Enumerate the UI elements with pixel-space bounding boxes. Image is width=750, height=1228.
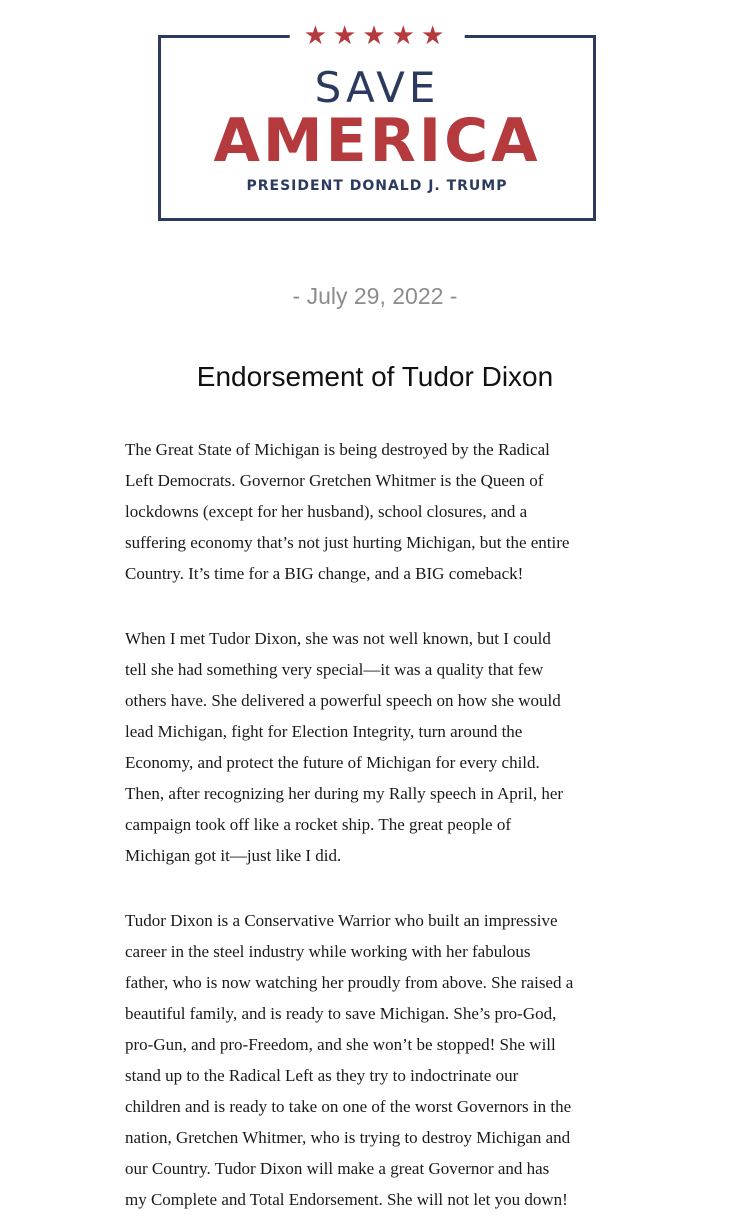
paragraph-line: lockdowns (except for her husband), school closures, and a [125, 502, 528, 521]
paragraph-line: father, who is now watching her proudly from above. She raised a [125, 973, 574, 992]
logo-america-text: AMERICA [213, 106, 541, 176]
paragraph-2 [125, 623, 645, 871]
paragraph-line: pro-Gun, and pro-Freedom, and she won’t be stopped! She will [125, 1035, 556, 1054]
paragraph-line: The Great State of Michigan is being destroyed by the Radical [125, 440, 550, 459]
paragraph-line: our Country. Tudor Dixon will make a great Governor and has [125, 1159, 550, 1178]
page-title: Endorsement of Tudor Dixon [196, 361, 554, 392]
paragraph-1 [125, 434, 645, 589]
paragraph-line: Country. It’s time for a BIG change, and a BIG comeback! [125, 564, 524, 583]
logo-save-text: SAVE [314, 63, 440, 112]
paragraph-line: Economy, and protect the future of Michigan for every child. [125, 753, 540, 772]
paragraph-line: nation, Gretchen Whitmer, who is trying to destroy Michigan and [125, 1128, 571, 1147]
paragraph-line: suffering economy that’s not just hurting Michigan, but the entire [125, 533, 570, 552]
paragraph-line: Left Democrats. Governor Gretchen Whitmer is the Queen of [125, 471, 544, 490]
stars-icon: ★★★★★ [290, 19, 465, 53]
paragraph-line: lead Michigan, fight for Election Integrity, turn around the [125, 722, 523, 741]
paragraph-line: children and is ready to take on one of the worst Governors in the [125, 1097, 572, 1116]
logo-subtitle: PRESIDENT DONALD J. TRUMP [246, 178, 508, 194]
paragraph-line: tell she had something very special—it was a quality that few [125, 660, 544, 679]
paragraph-line: career in the steel industry while working with her fabulous [125, 942, 531, 961]
paragraph-line: my Complete and Total Endorsement. She will not let you down! [125, 1190, 568, 1209]
paragraph-line: beautiful family, and is ready to save Michigan. She’s pro-God, [125, 1004, 557, 1023]
save-america-logo [158, 21, 596, 221]
paragraph-line: Then, after recognizing her during my Rally speech in April, her [125, 784, 564, 803]
paragraph-line: Michigan got it—just like I did. [125, 846, 342, 865]
paragraph-line: campaign took off like a rocket ship. The great people of [125, 815, 511, 834]
paragraph-3 [125, 905, 645, 1215]
paragraph-line: Tudor Dixon is a Conservative Warrior who built an impressive [125, 911, 558, 930]
paragraph-line: stand up to the Radical Left as they try to indoctrinate our [125, 1066, 519, 1085]
statement-date: - July 29, 2022 - [292, 283, 458, 309]
paragraph-line: others have. She delivered a powerful speech on how she would [125, 691, 561, 710]
paragraph-line: When I met Tudor Dixon, she was not well known, but I could [125, 629, 551, 648]
